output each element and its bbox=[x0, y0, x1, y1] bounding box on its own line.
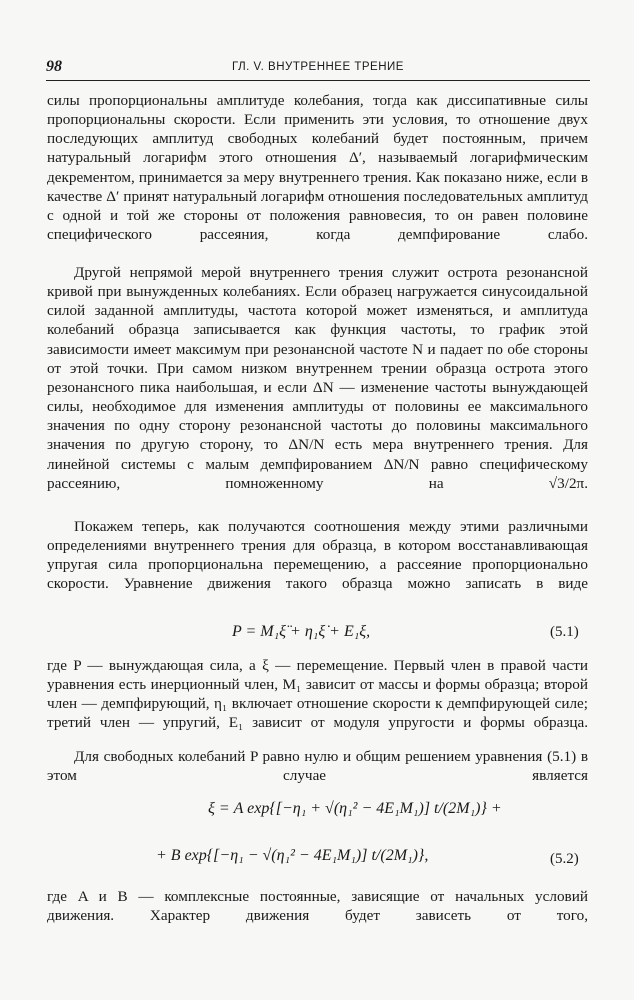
page-header bbox=[46, 58, 590, 80]
paragraph-4: где P — вынуждающая сила, а ξ — перемещение. Первый член в правой части уравнения есть инерционный член, M₁ зависит от массы и формы образца; второй член — демпфирующий, η₁ включает отношение скорости к демпфирующей силе; третий член — упругий, E₁ зависит от модуля упругости и формы образца. bbox=[47, 657, 588, 732]
paragraph-2: Другой непрямой мерой внутреннего трения служит острота резонансной кривой при вынужденных колебаниях. Если образец нагружается синусоидальной силой заданной амплитуды, частота которой может изменяться, и амплитуда колебаний образца записывается как функция частоты, то график этой зависимости имеет максимум при резонансной частоте N и падает по обе стороны от этой точки. При самом низком внутреннем трении образца острота этого резонансного пика наибольшая, и если ΔN — изменение частоты вынуждающей силы, необходимое для изменения амплитуды от половины ее максимального значения по одну сторону резонансной частоты до половины максимального значения по другую сторону, то ΔN/N есть мера внутреннего трения. Для линейной системы с малым демпфированием ΔN/N равно специфическому рассеянию, помноженному на √3/2π. bbox=[47, 264, 588, 492]
paragraph-5: Для свободных колебаний P равно нулю и общим решением уравнения (5.1) в этом случае является bbox=[47, 748, 588, 785]
equation-number-5-2: (5.2) bbox=[550, 851, 579, 867]
running-head: ГЛ. V. ВНУТРЕННЕЕ ТРЕНИЕ bbox=[232, 61, 404, 73]
equation-5-2-line-2: + B exp{[−η₁ − √(η₁² − 4E₁M₁)] t/(2M₁)}, bbox=[156, 847, 429, 864]
paragraph-6: где A и B — комплексные постоянные, зависящие от начальных условий движения. Характер движения будет зависеть от того, bbox=[47, 888, 588, 925]
paragraph-3: Покажем теперь, как получаются соотношения между этими различными определениями внутреннего трения для образца, в котором восстанавливающая упругая сила пропорциональна перемещению, а рассеяние пропорционально скорости. Уравнение движения такого образца можно записать в виде bbox=[47, 518, 588, 593]
equation-number-5-1: (5.1) bbox=[550, 624, 579, 640]
equation-5-1: P = M₁ξ̈ + η₁ξ̇ + E₁ξ, bbox=[232, 623, 371, 640]
equation-5-2-line-1: ξ = A exp{[−η₁ + √(η₁² − 4E₁M₁)] t/(2M₁)} + bbox=[208, 800, 502, 817]
page-number: 98 bbox=[46, 58, 62, 75]
header-rule bbox=[46, 80, 590, 81]
paragraph-1: силы пропорциональны амплитуде колебания, тогда как диссипативные силы пропорциональны скорости. Если применить эти условия, то отношение двух последующих амплитуд свободных колебаний будет постоянным, причем натуральный логарифм этого отношения Δ′, называемый логарифмическим декрементом, принимается за меру внутреннего трения. Как показано ниже, если в качестве Δ′ принят натуральный логарифм отношения последовательных амплитуд с одной и той же стороны от положения равновесия, то он равен половине специфического рассеяния, когда демпфирование слабо. bbox=[47, 92, 588, 244]
